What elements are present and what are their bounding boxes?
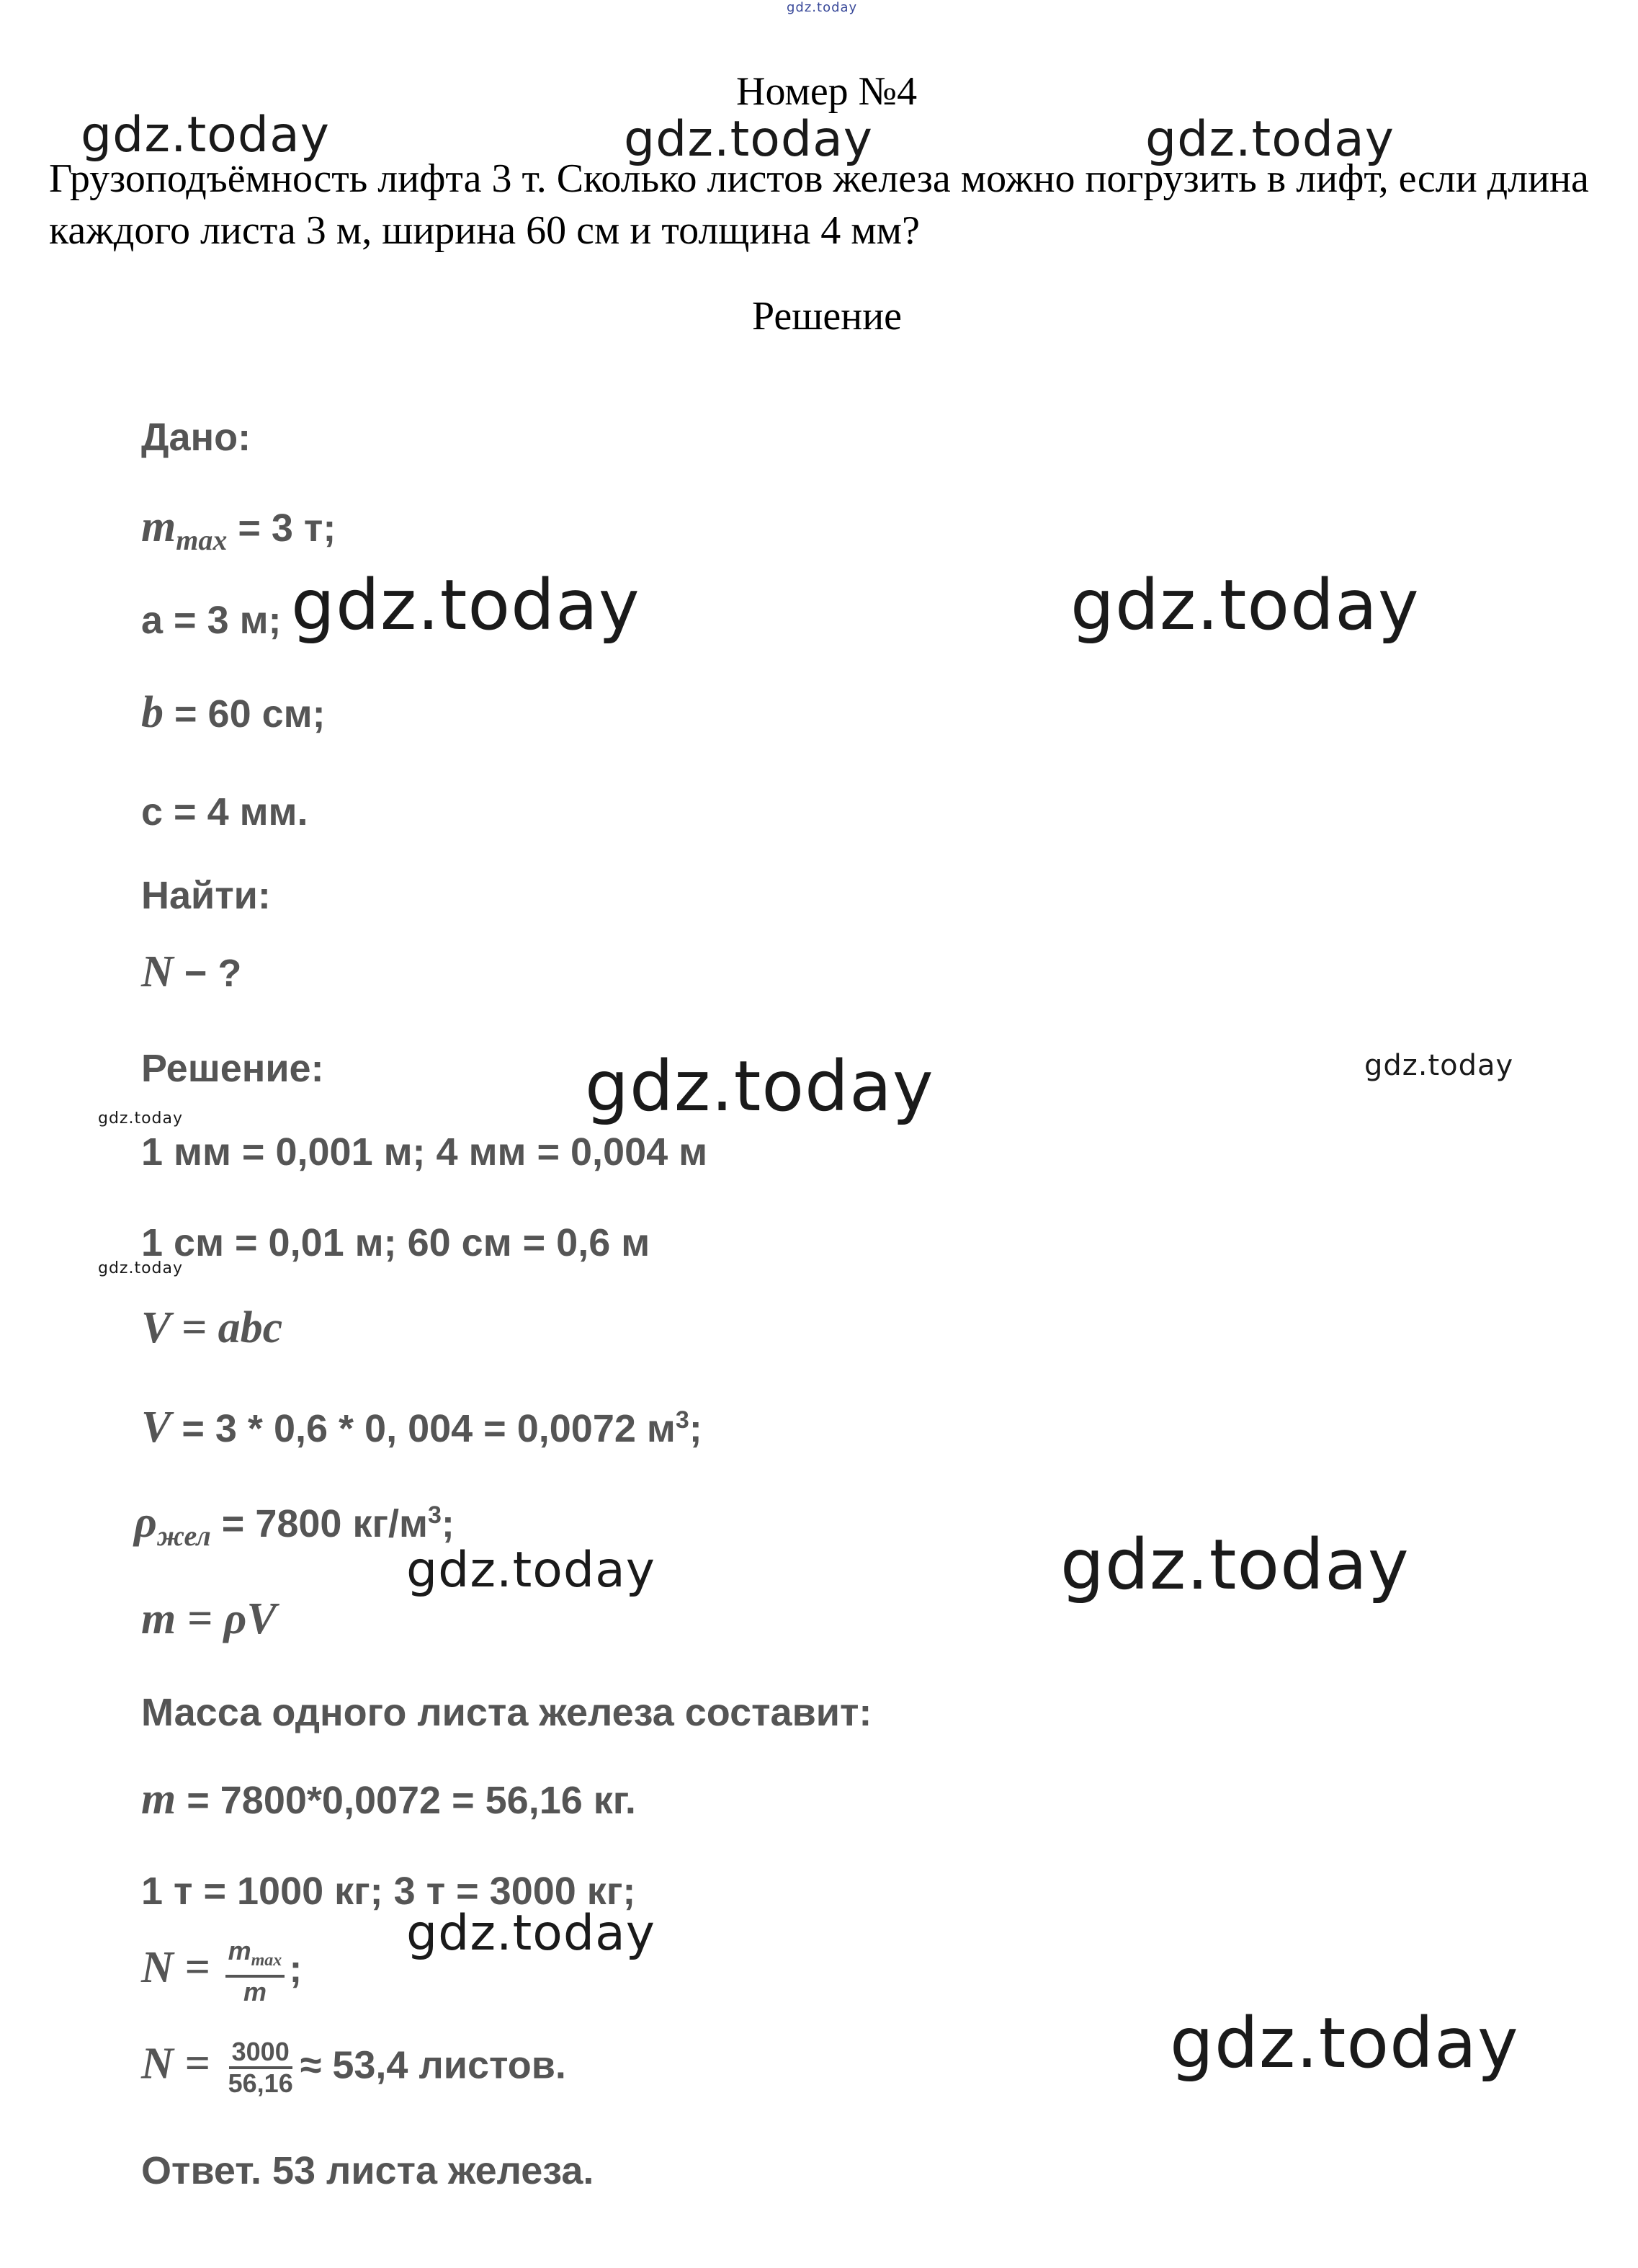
- n-formula-denominator: m: [243, 1977, 267, 2007]
- volume-calc-text: = 3 * 0,6 * 0, 004 = 0,0072 м: [171, 1407, 676, 1450]
- mass-formula: [141, 1594, 277, 1645]
- given-label: Дано:: [141, 416, 251, 459]
- volume-formula: [141, 1303, 282, 1354]
- conversion-mm: 1 мм = 0,001 м; 4 мм = 0,004 м: [141, 1130, 708, 1174]
- n-find: − ?: [173, 952, 242, 995]
- a-line: a = 3 м;: [141, 599, 282, 642]
- solution-label: Решение:: [141, 1047, 324, 1090]
- top-watermark: gdz.today: [787, 0, 858, 15]
- n-formula-end: ;: [289, 1947, 303, 1991]
- watermark: gdz.today: [98, 1259, 184, 1277]
- n-calc-numerator: 3000: [229, 2037, 292, 2069]
- c-line: c = 4 мм.: [141, 790, 308, 834]
- volume-formula-text: V = abc: [141, 1303, 283, 1352]
- n-formula: [141, 1937, 302, 2006]
- mass-calc-var: m: [141, 1774, 176, 1823]
- watermark: gdz.today: [1145, 111, 1395, 168]
- rho-end: ;: [441, 1502, 455, 1545]
- watermark: gdz.today: [406, 1542, 655, 1599]
- watermark: gdz.today: [1060, 1524, 1410, 1605]
- rho-sub: жел: [156, 1519, 211, 1552]
- find-label: Найти:: [141, 874, 271, 917]
- mass-calc: [141, 1774, 636, 1825]
- answer: Ответ. 53 листа железа.: [141, 2149, 594, 2192]
- watermark: gdz.today: [98, 1110, 184, 1128]
- b-value: = 60 см;: [164, 692, 326, 736]
- find-n-line: [141, 947, 241, 998]
- rho-var: ρ: [134, 1498, 157, 1547]
- mass-formula-text: m = ρV: [141, 1594, 277, 1643]
- watermark: gdz.today: [1070, 565, 1420, 646]
- rho-sup: 3: [427, 1501, 442, 1529]
- volume-calc-var: V: [141, 1403, 171, 1452]
- n-calc-denominator: 56,16: [228, 2068, 293, 2098]
- b-line: [141, 687, 326, 738]
- watermark: gdz.today: [585, 1046, 934, 1127]
- n-var: N: [141, 947, 174, 996]
- watermark: gdz.today: [1170, 2003, 1519, 2084]
- n-calc-fraction: [225, 2037, 296, 2098]
- conversion-cm: 1 см = 0,01 м; 60 см = 0,6 м: [141, 1221, 650, 1264]
- conversion-t: 1 т = 1000 кг; 3 т = 3000 кг;: [141, 1870, 636, 1913]
- volume-calc: [141, 1402, 702, 1453]
- rho-value: = 7800 кг/м: [210, 1502, 428, 1545]
- watermark: gdz.today: [624, 111, 873, 168]
- watermark: gdz.today: [406, 1905, 655, 1962]
- volume-calc-sup: 3: [675, 1406, 689, 1434]
- n-calc-end: ≈ 53,4 листов.: [300, 2043, 566, 2087]
- solution-heading: Решение: [752, 294, 903, 339]
- n-formula-fraction: [225, 1937, 285, 2006]
- n-calc-lhs: N =: [141, 2039, 210, 2089]
- volume-calc-end: ;: [689, 1407, 702, 1450]
- mmax-var: m: [141, 502, 176, 551]
- n-calc: [141, 2037, 566, 2098]
- mass-calc-text: = 7800*0,0072 = 56,16 кг.: [176, 1779, 636, 1822]
- mmax-sub: max: [176, 523, 228, 556]
- n-formula-numerator: $m_{max}$: [225, 1937, 285, 1978]
- n-formula-lhs: N =: [141, 1942, 210, 1992]
- page-title: Номер №4: [736, 69, 918, 114]
- mass-text: Масса одного листа железа составит:: [141, 1691, 872, 1734]
- task-text: Грузоподъёмность лифта 3 т. Сколько листов железа можно погрузить в лифт, если длина каждого листа 3 м, ширина 60 см и толщина 4 мм?: [49, 156, 1589, 253]
- mmax-line: [141, 501, 336, 557]
- mmax-value: = 3 т;: [227, 506, 336, 550]
- watermark: gdz.today: [1364, 1049, 1514, 1082]
- watermark: gdz.today: [291, 565, 640, 646]
- b-var: b: [141, 688, 164, 737]
- watermark: gdz.today: [81, 107, 330, 164]
